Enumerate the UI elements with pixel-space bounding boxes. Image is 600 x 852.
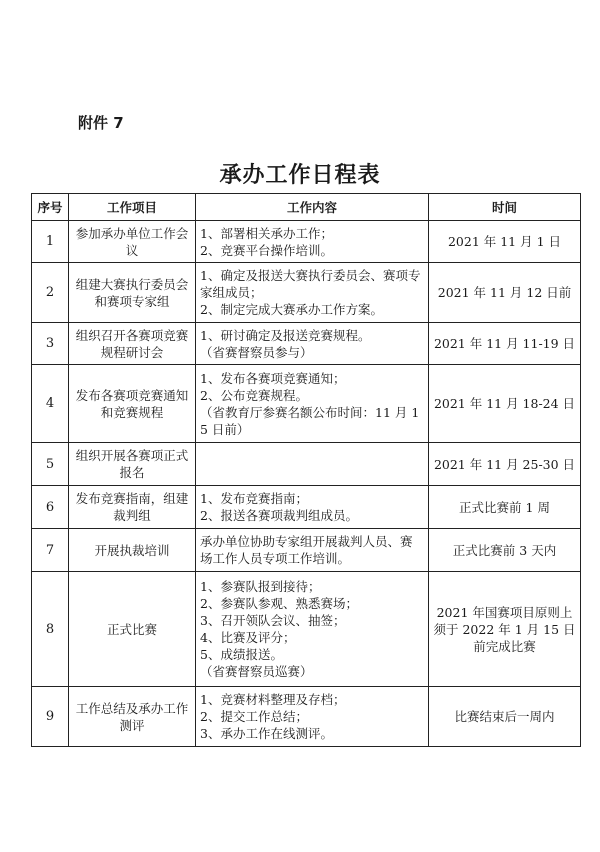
table-row [32, 529, 581, 572]
row-time: 2021 年国赛项目原则上须于 2022 年 1 月 15 日前完成比赛 [429, 572, 581, 687]
content-line: 承办单位协助专家组开展裁判人员、赛场工作人员专项工作培训。 [200, 534, 413, 566]
row-item: 工作总结及承办工作测评 [69, 687, 196, 747]
content-line: 1、发布竞赛指南； [200, 491, 308, 506]
row-content [196, 486, 429, 529]
row-item: 开展执裁培训 [69, 529, 196, 572]
table-row [32, 221, 581, 263]
row-no: 3 [32, 323, 69, 365]
content-line: 2、竞赛平台操作培训。 [200, 242, 333, 258]
row-time: 比赛结束后一周内 [429, 687, 581, 747]
row-no: 8 [32, 572, 69, 687]
header-content: 工作内容 [196, 194, 429, 221]
row-item: 组织开展各赛项正式报名 [69, 443, 196, 486]
row-item: 组织召开各赛项竞赛规程研讨会 [69, 323, 196, 365]
schedule-table [31, 193, 581, 747]
table-row [32, 486, 581, 529]
row-time: 2021 年 11 月 18-24 日 [429, 365, 581, 443]
row-content [196, 221, 429, 263]
page-title: 承办工作日程表 [219, 162, 381, 188]
content-line: 3、召开领队会议、抽签； [200, 613, 346, 628]
content-line: 2、提交工作总结； [200, 709, 308, 724]
row-content [196, 572, 429, 687]
content-line: （省赛督察员巡赛） [200, 664, 313, 679]
content-line: （省教育厅参赛名额公布时间：11 月 15 日前） [200, 404, 420, 437]
table-row [32, 365, 581, 443]
row-time: 正式比赛前 1 周 [429, 486, 581, 529]
row-time: 正式比赛前 3 天内 [429, 529, 581, 572]
row-no: 1 [32, 221, 69, 263]
row-content [196, 323, 429, 365]
content-line: 1、研讨确定及报送竞赛规程。 [200, 327, 371, 343]
row-time: 2021 年 11 月 25-30 日 [429, 443, 581, 486]
row-no: 4 [32, 365, 69, 443]
content-line: 2、参赛队参观、熟悉赛场； [200, 596, 358, 611]
content-line: 2、制定完成大赛承办工作方案。 [200, 302, 383, 317]
row-time: 2021 年 11 月 1 日 [429, 221, 581, 263]
content-line: 4、比赛及评分； [200, 630, 296, 645]
row-time: 2021 年 11 月 12 日前 [429, 263, 581, 323]
content-line: 1、竞赛材料整理及存档； [200, 692, 346, 707]
table-row [32, 323, 581, 365]
row-item: 正式比赛 [69, 572, 196, 687]
row-no: 5 [32, 443, 69, 486]
row-time: 2021 年 11 月 11-19 日 [429, 323, 581, 365]
content-line: （省赛督察员参与） [200, 344, 313, 360]
row-item: 参加承办单位工作会议 [69, 221, 196, 263]
table-row [32, 263, 581, 323]
content-line: 2、报送各赛项裁判组成员。 [200, 508, 358, 523]
content-line: 1、发布各赛项竞赛通知； [200, 370, 346, 386]
table-row [32, 443, 581, 486]
content-line: 1、部署相关承办工作； [200, 225, 333, 241]
row-content [196, 529, 429, 572]
content-line: 5、成绩报送。 [200, 647, 283, 662]
row-item: 发布竞赛指南，组建裁判组 [69, 486, 196, 529]
row-content [196, 687, 429, 747]
row-no: 6 [32, 486, 69, 529]
table-row [32, 687, 581, 747]
content-line: 2、公布竞赛规程。 [200, 387, 308, 403]
table-row [32, 572, 581, 687]
row-content [196, 263, 429, 323]
row-item: 组建大赛执行委员会和赛项专家组 [69, 263, 196, 323]
content-line: 3、承办工作在线测评。 [200, 726, 333, 741]
header-time: 时间 [429, 194, 581, 221]
row-content [196, 365, 429, 443]
table-header-row [32, 194, 581, 221]
content-line: 1、参赛队报到接待； [200, 579, 321, 594]
header-no: 序号 [32, 194, 69, 221]
attachment-label: 附件 7 [78, 114, 124, 132]
row-no: 7 [32, 529, 69, 572]
header-item: 工作项目 [69, 194, 196, 221]
content-line: 1、确定及报送大赛执行委员会、赛项专家组成员； [200, 268, 421, 300]
row-content [196, 443, 429, 486]
row-no: 2 [32, 263, 69, 323]
row-no: 9 [32, 687, 69, 747]
row-item: 发布各赛项竞赛通知和竞赛规程 [69, 365, 196, 443]
